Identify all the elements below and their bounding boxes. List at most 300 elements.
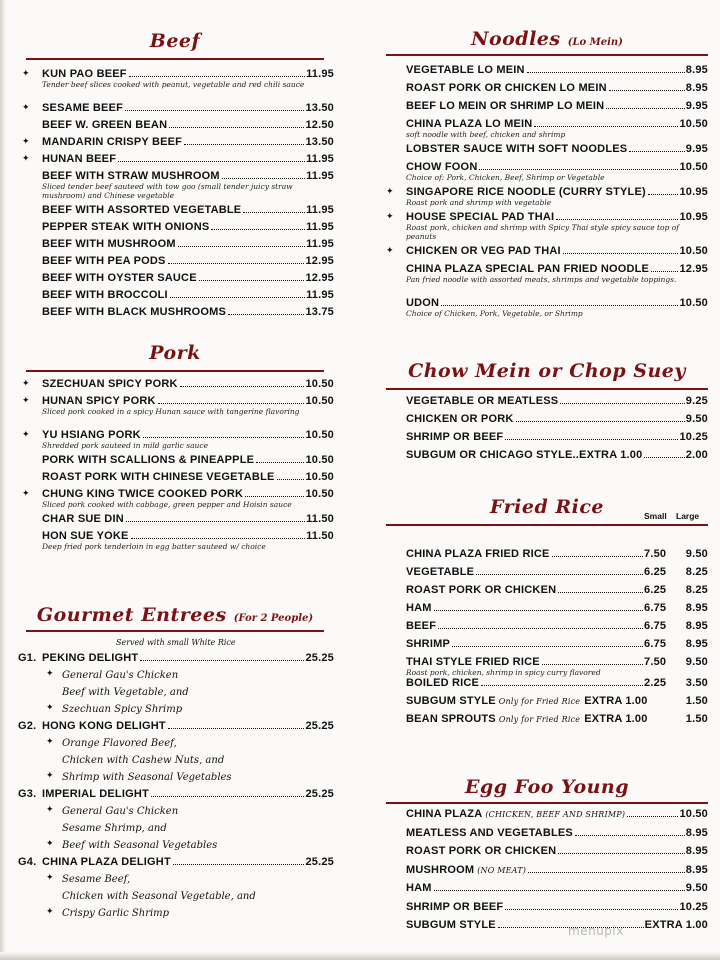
leader-dots: [199, 280, 305, 281]
menu-item: [406, 395, 708, 407]
menu-item: [42, 454, 334, 466]
menu-item: [22, 153, 334, 165]
menu-item-name: SESAME BEEF: [42, 102, 124, 114]
menu-item-price: 12.50: [305, 119, 334, 131]
leader-dots: [441, 305, 678, 306]
menu-item-row: [406, 638, 708, 650]
menu-item: [22, 102, 334, 114]
menu-item-name: THAI STYLE FRIED RICE: [406, 656, 540, 668]
size-large-label: Large: [676, 511, 700, 521]
menu-item-name: CHINA PLAZA: [406, 808, 483, 820]
menu-item: [386, 211, 708, 241]
menu-item-row: [406, 827, 708, 839]
leader-dots: [434, 890, 685, 891]
menu-item-name: HON SUE YOKE: [42, 530, 129, 542]
menu-item: [386, 186, 708, 207]
leader-dots: [629, 151, 684, 152]
gourmet-served-note: Served with small White Rice: [116, 638, 236, 647]
menu-item-description: Tender beef slices cooked with peanut, vegetable and red chili sauce: [42, 80, 305, 89]
menu-item-description: soft noodle with beef, chicken and shrimp: [406, 130, 566, 139]
gourmet-price: 25.25: [305, 720, 334, 732]
leader-dots: [438, 628, 643, 629]
price-large: 8.95: [685, 602, 708, 614]
leader-dots: [644, 457, 684, 458]
menu-item-row: [42, 238, 334, 250]
gourmet-name: PEKING DELIGHT: [42, 652, 139, 664]
menu-item-price: 11.95: [306, 204, 334, 216]
menu-item-price: 12.95: [305, 272, 334, 284]
menu-item-name: SHRIMP: [406, 638, 450, 650]
menu-item-row: [406, 263, 708, 275]
menu-item-price: 10.50: [679, 161, 708, 173]
gourmet-name: HONG KONG DELIGHT: [42, 720, 166, 732]
menu-item: [406, 431, 708, 443]
menu-item: [406, 808, 708, 820]
page-bottom-shadow: [0, 952, 720, 960]
menu-item-name: BOILED RICE: [406, 677, 480, 689]
menu-item-row: [406, 64, 708, 76]
beef-rule: [26, 58, 324, 60]
leader-dots: [542, 664, 643, 665]
leader-dots: [648, 194, 679, 195]
menu-item-row: [42, 289, 334, 301]
menu-item-row: [406, 602, 708, 614]
menu-item-row: [42, 395, 334, 407]
page-edge-shadow: [0, 0, 6, 960]
menu-item-row: [406, 656, 708, 668]
menu-item-price: 10.50: [305, 395, 334, 407]
menu-item: [406, 695, 708, 707]
noodles-title: [386, 28, 708, 50]
leader-dots: [131, 538, 306, 539]
menu-item-price: 9.50: [685, 413, 708, 425]
gourmet-dish: Orange Flavored Beef,: [62, 738, 177, 749]
menu-item-price: 10.50: [305, 429, 334, 441]
menu-item-price: 10.50: [679, 245, 708, 257]
menu-item-row: [406, 413, 708, 425]
spicy-icon: ✦: [22, 430, 30, 440]
menu-item: [406, 901, 708, 913]
menu-item-prices: [644, 620, 708, 632]
spicy-icon: ✦: [22, 137, 30, 147]
spicy-icon: ✦: [22, 154, 30, 164]
menu-item-name: CHINA PLAZA SPECIAL PAN FRIED NOODLE: [406, 263, 650, 275]
menu-item-name: BEEF WITH OYSTER SAUCE: [42, 272, 197, 284]
spicy-icon: ✦: [46, 771, 54, 781]
menu-item-row: [406, 143, 708, 155]
menu-item-price: 8.95: [685, 863, 708, 876]
price-large: 8.25: [685, 566, 708, 578]
menu-item-row: [406, 118, 708, 130]
menu-item-prices: [644, 677, 708, 689]
leader-dots: [168, 728, 305, 729]
eggfoo-title: Egg Foo Young: [464, 776, 630, 798]
menu-item-name: YU HSIANG PORK: [42, 429, 141, 441]
spicy-icon: ✦: [22, 379, 30, 389]
leader-dots: [627, 816, 678, 817]
menu-item: [22, 136, 334, 148]
leader-dots: [452, 646, 643, 647]
eggfoo-rule: [386, 802, 708, 804]
leader-dots: [277, 479, 305, 480]
menu-item-note: Only for Fried Rice: [498, 715, 581, 724]
menu-item: [42, 306, 334, 318]
gourmet-dish: General Gau's Chicken: [62, 806, 179, 817]
menu-item-row: [406, 845, 708, 857]
gourmet-dish: Sesame Beef,: [62, 874, 131, 885]
leader-dots: [575, 835, 685, 836]
gourmet-code: G4.: [18, 856, 37, 868]
menu-item-name: BEEF WITH PEA PODS: [42, 255, 166, 267]
spicy-icon: ✦: [46, 805, 54, 815]
gourmet-dish: Shrimp with Seasonal Vegetables: [62, 772, 232, 783]
menu-item-name: ROAST PORK OR CHICKEN: [406, 845, 557, 857]
menu-item: [406, 882, 708, 894]
leader-dots: [434, 610, 643, 611]
menu-item: [42, 513, 334, 525]
menu-item-row: [42, 119, 334, 131]
gourmet-price: 25.25: [305, 652, 334, 664]
menu-item-name: CHICKEN OR PORK: [406, 413, 514, 425]
menu-item-prices: [644, 656, 708, 668]
menu-item-name: BEEF WITH BROCCOLI: [42, 289, 168, 301]
menu-item-row: [406, 566, 708, 578]
menu-item-name: SUBGUM STYLE: [406, 695, 496, 707]
menu-item: [42, 255, 334, 267]
menu-item-row: [42, 513, 334, 525]
menu-item-price: 10.50: [305, 488, 334, 500]
menu-item-row: [406, 901, 708, 913]
menu-item-description: Sliced tender beef sauteed with tow goo (small tender juicy straw mushroom) and Chinese vegetable: [42, 182, 293, 200]
leader-dots: [170, 297, 305, 298]
menu-item-name: HAM: [406, 602, 432, 614]
menu-item-price: 11.95: [306, 170, 334, 182]
menu-item-price: 1.50: [685, 713, 708, 725]
menu-item-name: MEATLESS AND VEGETABLES: [406, 826, 573, 839]
spicy-icon: ✦: [46, 703, 54, 713]
menu-item-extra: EXTRA 1.00: [584, 713, 648, 725]
menu-item-row: [406, 919, 708, 931]
price-small: 2.25: [644, 677, 667, 689]
menu-item-name: MUSHROOM: [406, 863, 475, 876]
menu-item-price: 12.95: [305, 255, 334, 267]
menu-item-row: [42, 272, 334, 284]
chowmein-rule: [386, 388, 708, 390]
gourmet-item: [18, 652, 334, 664]
menu-item-price: 13.50: [305, 136, 334, 148]
noodles-rule: [386, 54, 708, 56]
menu-item-note: (NO MEAT): [477, 865, 527, 875]
menu-item: [406, 713, 708, 725]
menu-item-row: [406, 584, 708, 596]
menu-item-prices: [644, 566, 708, 578]
gourmet-code: G3.: [18, 788, 37, 800]
gourmet-row: [18, 856, 334, 868]
menu-item-row: [406, 211, 708, 223]
leader-dots: [222, 178, 305, 179]
menu-item-description: Sliced pork cooked in a spicy Hunan sauce with tangerine flavoring: [42, 407, 300, 416]
menu-item-row: [406, 713, 708, 725]
menu-item-name: HAM: [406, 882, 432, 894]
menu-item-row: [406, 100, 708, 112]
menu-item: [406, 82, 708, 94]
menu-item-name: ROAST PORK OR CHICKEN LO MEIN: [406, 82, 607, 94]
menu-item-price: 10.25: [679, 431, 708, 443]
menu-item-description: Roast pork and shrimp with vegetable: [406, 198, 552, 207]
menu-item-description: Sliced pork cooked with cabbage, green pepper and Hoisin sauce: [42, 500, 292, 509]
gourmet-dish: Chicken with Seasonal Vegetable, and: [62, 891, 256, 902]
leader-dots: [143, 437, 305, 438]
menu-item-row: [42, 471, 334, 483]
spicy-icon: ✦: [46, 873, 54, 883]
menu-item: [406, 100, 708, 112]
spicy-icon: ✦: [386, 246, 394, 256]
menu-item-price: 10.50: [679, 297, 708, 309]
noodles-subtitle: (Lo Mein): [567, 37, 623, 48]
menu-item-name: HUNAN SPICY PORK: [42, 395, 156, 407]
menu-item: [406, 118, 708, 139]
menu-item-name: KUN PAO BEEF: [42, 68, 127, 80]
friedrice-rule: [386, 524, 708, 526]
menu-item-description: Roast pork, chicken, shrimp in spicy curry flavored: [406, 668, 601, 677]
spicy-icon: ✦: [22, 69, 30, 79]
leader-dots: [527, 72, 685, 73]
price-large: 8.95: [685, 638, 708, 650]
leader-dots: [151, 796, 305, 797]
gourmet-dish: Beef with Vegetable, and: [62, 687, 189, 698]
menu-item: [406, 919, 708, 931]
menu-item-name: SUBGUM STYLE: [406, 919, 496, 931]
menu-item-name: CHAR SUE DIN: [42, 513, 124, 525]
price-large: 9.50: [685, 548, 708, 560]
spicy-icon: ✦: [386, 212, 394, 222]
spicy-icon: ✦: [22, 489, 30, 499]
menu-item-price: 11.95: [306, 221, 334, 233]
leader-dots: [126, 521, 305, 522]
leader-dots: [129, 76, 305, 77]
menu-item-name: CHINA PLAZA LO MEIN: [406, 118, 533, 130]
menu-item-name: VEGETABLE: [406, 566, 475, 578]
menu-item: [406, 677, 708, 689]
menu-item: [406, 656, 708, 677]
menu-item-name: SHRIMP OR BEEF: [406, 900, 504, 913]
menu-item-price: 1.50: [685, 695, 708, 707]
gourmet-code: G1.: [18, 652, 37, 664]
leader-dots: [245, 496, 304, 497]
menu-item: [406, 602, 708, 614]
menu-item-name: CHOW FOON: [406, 161, 478, 173]
menu-item: [406, 864, 708, 876]
menu-item-row: [42, 102, 334, 114]
menu-item: [406, 584, 708, 596]
menu-item-row: [406, 245, 708, 257]
menu-item: [406, 64, 708, 76]
menu-item-row: [42, 488, 334, 500]
menu-item-name: SHRIMP OR BEEF: [406, 431, 504, 443]
menu-item-description: Pan fried noodle with assorted meats, shrimps and vegetable toppings.: [406, 275, 677, 284]
price-small: 7.50: [644, 656, 667, 668]
menu-item: [406, 638, 708, 650]
price-small: 6.75: [644, 638, 667, 650]
leader-dots: [178, 246, 305, 247]
menu-item: [406, 566, 708, 578]
price-small: 6.25: [644, 566, 667, 578]
menu-item-row: [406, 395, 708, 407]
menu-item-row: [42, 306, 334, 318]
menu-item: [42, 530, 334, 551]
menu-item: [42, 221, 334, 233]
spicy-icon: ✦: [46, 907, 54, 917]
pork-rule: [26, 370, 324, 372]
menu-item: [406, 620, 708, 632]
price-small: 6.25: [644, 584, 667, 596]
leader-dots: [528, 872, 685, 873]
leader-dots: [558, 853, 685, 854]
menu-item-price: 8.95: [685, 826, 708, 839]
leader-dots: [552, 556, 643, 557]
menu-item: [406, 827, 708, 839]
menu-item-name: BEEF LO MEIN OR SHRIMP LO MEIN: [406, 100, 605, 112]
menu-item-prices: [644, 584, 708, 596]
menu-item: [22, 488, 334, 509]
menu-item: [42, 204, 334, 216]
menu-item-prices: [644, 602, 708, 614]
menu-item-row: [42, 153, 334, 165]
menu-item-price: 13.50: [305, 102, 334, 114]
menu-item-name: UDON: [406, 297, 440, 309]
menu-item-name: BEEF W. GREEN BEAN: [42, 119, 168, 131]
menu-item-name: ROAST PORK OR CHICKEN: [406, 584, 557, 596]
menu-item-name: PORK WITH SCALLIONS & PINEAPPLE: [42, 454, 255, 466]
menu-item-prices: [644, 548, 708, 560]
menu-item-row: [42, 530, 334, 542]
menu-item-price: 10.50: [305, 454, 334, 466]
menu-item-row: [42, 136, 334, 148]
menu-item: [406, 548, 708, 560]
menu-item-price: 10.50: [305, 378, 334, 390]
leader-dots: [118, 161, 305, 162]
menu-item-name: SINGAPORE RICE NOODLE (CURRY STYLE): [406, 186, 646, 198]
menu-item-name: MANDARIN CRISPY BEEF: [42, 136, 183, 148]
leader-dots: [534, 126, 678, 127]
menu-item: [42, 289, 334, 301]
leader-dots: [243, 212, 305, 213]
menu-item-name: BEEF WITH BLACK MUSHROOMS: [42, 306, 227, 318]
price-large: 8.25: [685, 584, 708, 596]
menu-item-row: [406, 808, 708, 820]
menu-item: [22, 429, 334, 450]
pork-title: Pork: [149, 342, 201, 364]
leader-dots: [505, 439, 678, 440]
gourmet-subtitle: (For 2 People): [233, 613, 314, 624]
friedrice-title: Fried Rice: [489, 496, 605, 518]
watermark: menupix: [568, 924, 624, 938]
leader-dots: [125, 110, 304, 111]
gourmet-dish: Szechuan Spicy Shrimp: [62, 704, 183, 715]
menu-item-name: CHICKEN OR VEG PAD THAI: [406, 245, 561, 257]
leader-dots: [516, 421, 685, 422]
menu-item-name: SZECHUAN SPICY PORK: [42, 378, 178, 390]
leader-dots: [180, 386, 305, 387]
menu-item-row: [406, 695, 708, 707]
menu-item-price: 10.95: [679, 186, 708, 198]
menu-item: [406, 449, 708, 461]
gourmet-item: [18, 788, 334, 800]
spicy-icon: ✦: [46, 839, 54, 849]
menu-item-note: Only for Fried Rice: [498, 697, 581, 706]
leader-dots: [228, 314, 304, 315]
menu-item: [42, 471, 334, 483]
spicy-icon: ✦: [386, 187, 394, 197]
menu-item-name: BEEF: [406, 620, 437, 632]
leader-dots: [476, 574, 643, 575]
menu-item-price: EXTRA 1.00: [644, 919, 708, 931]
menu-item-row: [42, 170, 334, 182]
menu-item-name: BEAN SPROUTS: [406, 713, 496, 725]
menu-item-name: VEGETABLE LO MEIN: [406, 64, 525, 76]
menu-item: [42, 119, 334, 131]
menu-item-price: 11.50: [306, 530, 334, 542]
menu-item-name: PEPPER STEAK WITH ONIONS: [42, 221, 210, 233]
menu-item: [406, 413, 708, 425]
menu-item-row: [406, 548, 708, 560]
spicy-icon: ✦: [46, 669, 54, 679]
menu-item-description: Choice of Chicken, Pork, Vegetable, or Shrimp: [406, 309, 583, 318]
menu-item-prices: [644, 638, 708, 650]
menu-item-price: 10.50: [679, 808, 708, 820]
menu-item: [406, 143, 708, 155]
menu-item-row: [42, 454, 334, 466]
menu-item: [22, 68, 334, 89]
menu-item-price: 8.95: [685, 64, 708, 76]
menu-item-price: 8.95: [685, 845, 708, 857]
chowmein-title: Chow Mein or Chop Suey: [408, 360, 686, 382]
menu-item-row: [406, 620, 708, 632]
leader-dots: [256, 462, 304, 463]
noodles-title-text: Noodles: [471, 28, 561, 50]
menu-item-row: [42, 429, 334, 441]
menu-item-description: Shredded pork sauteed in mild garlic sauce: [42, 441, 209, 450]
menu-item-price: 8.95: [685, 82, 708, 94]
gourmet-price: 25.25: [305, 856, 334, 868]
menu-item-row: [406, 186, 708, 198]
leader-dots: [563, 253, 679, 254]
leader-dots: [560, 403, 684, 404]
menu-item-row: [406, 864, 708, 876]
gourmet-row: [18, 652, 334, 664]
menu-item-price: 9.95: [685, 143, 708, 155]
menu-item-row: [406, 882, 708, 894]
menu-item-name: VEGETABLE OR MEATLESS: [406, 395, 559, 407]
menu-item-price: 11.95: [306, 238, 334, 250]
menu-item-name: LOBSTER SAUCE WITH SOFT NOODLES: [406, 143, 628, 155]
gourmet-dish: General Gau's Chicken: [62, 670, 179, 681]
leader-dots: [184, 144, 304, 145]
leader-dots: [556, 219, 678, 220]
menu-item: [406, 161, 708, 182]
menu-item: [386, 245, 708, 257]
leader-dots: [481, 685, 643, 686]
beef-title: Beef: [149, 30, 201, 52]
menu-item-price: 10.50: [305, 471, 334, 483]
menu-item-name: HOUSE SPECIAL PAD THAI: [406, 211, 555, 223]
leader-dots: [173, 864, 305, 865]
menu-item-name: HUNAN BEEF: [42, 153, 117, 165]
menu-item-row: [42, 204, 334, 216]
menu-item-price: 11.95: [306, 68, 334, 80]
menu-item-price: 9.50: [685, 882, 708, 894]
leader-dots: [158, 403, 305, 404]
